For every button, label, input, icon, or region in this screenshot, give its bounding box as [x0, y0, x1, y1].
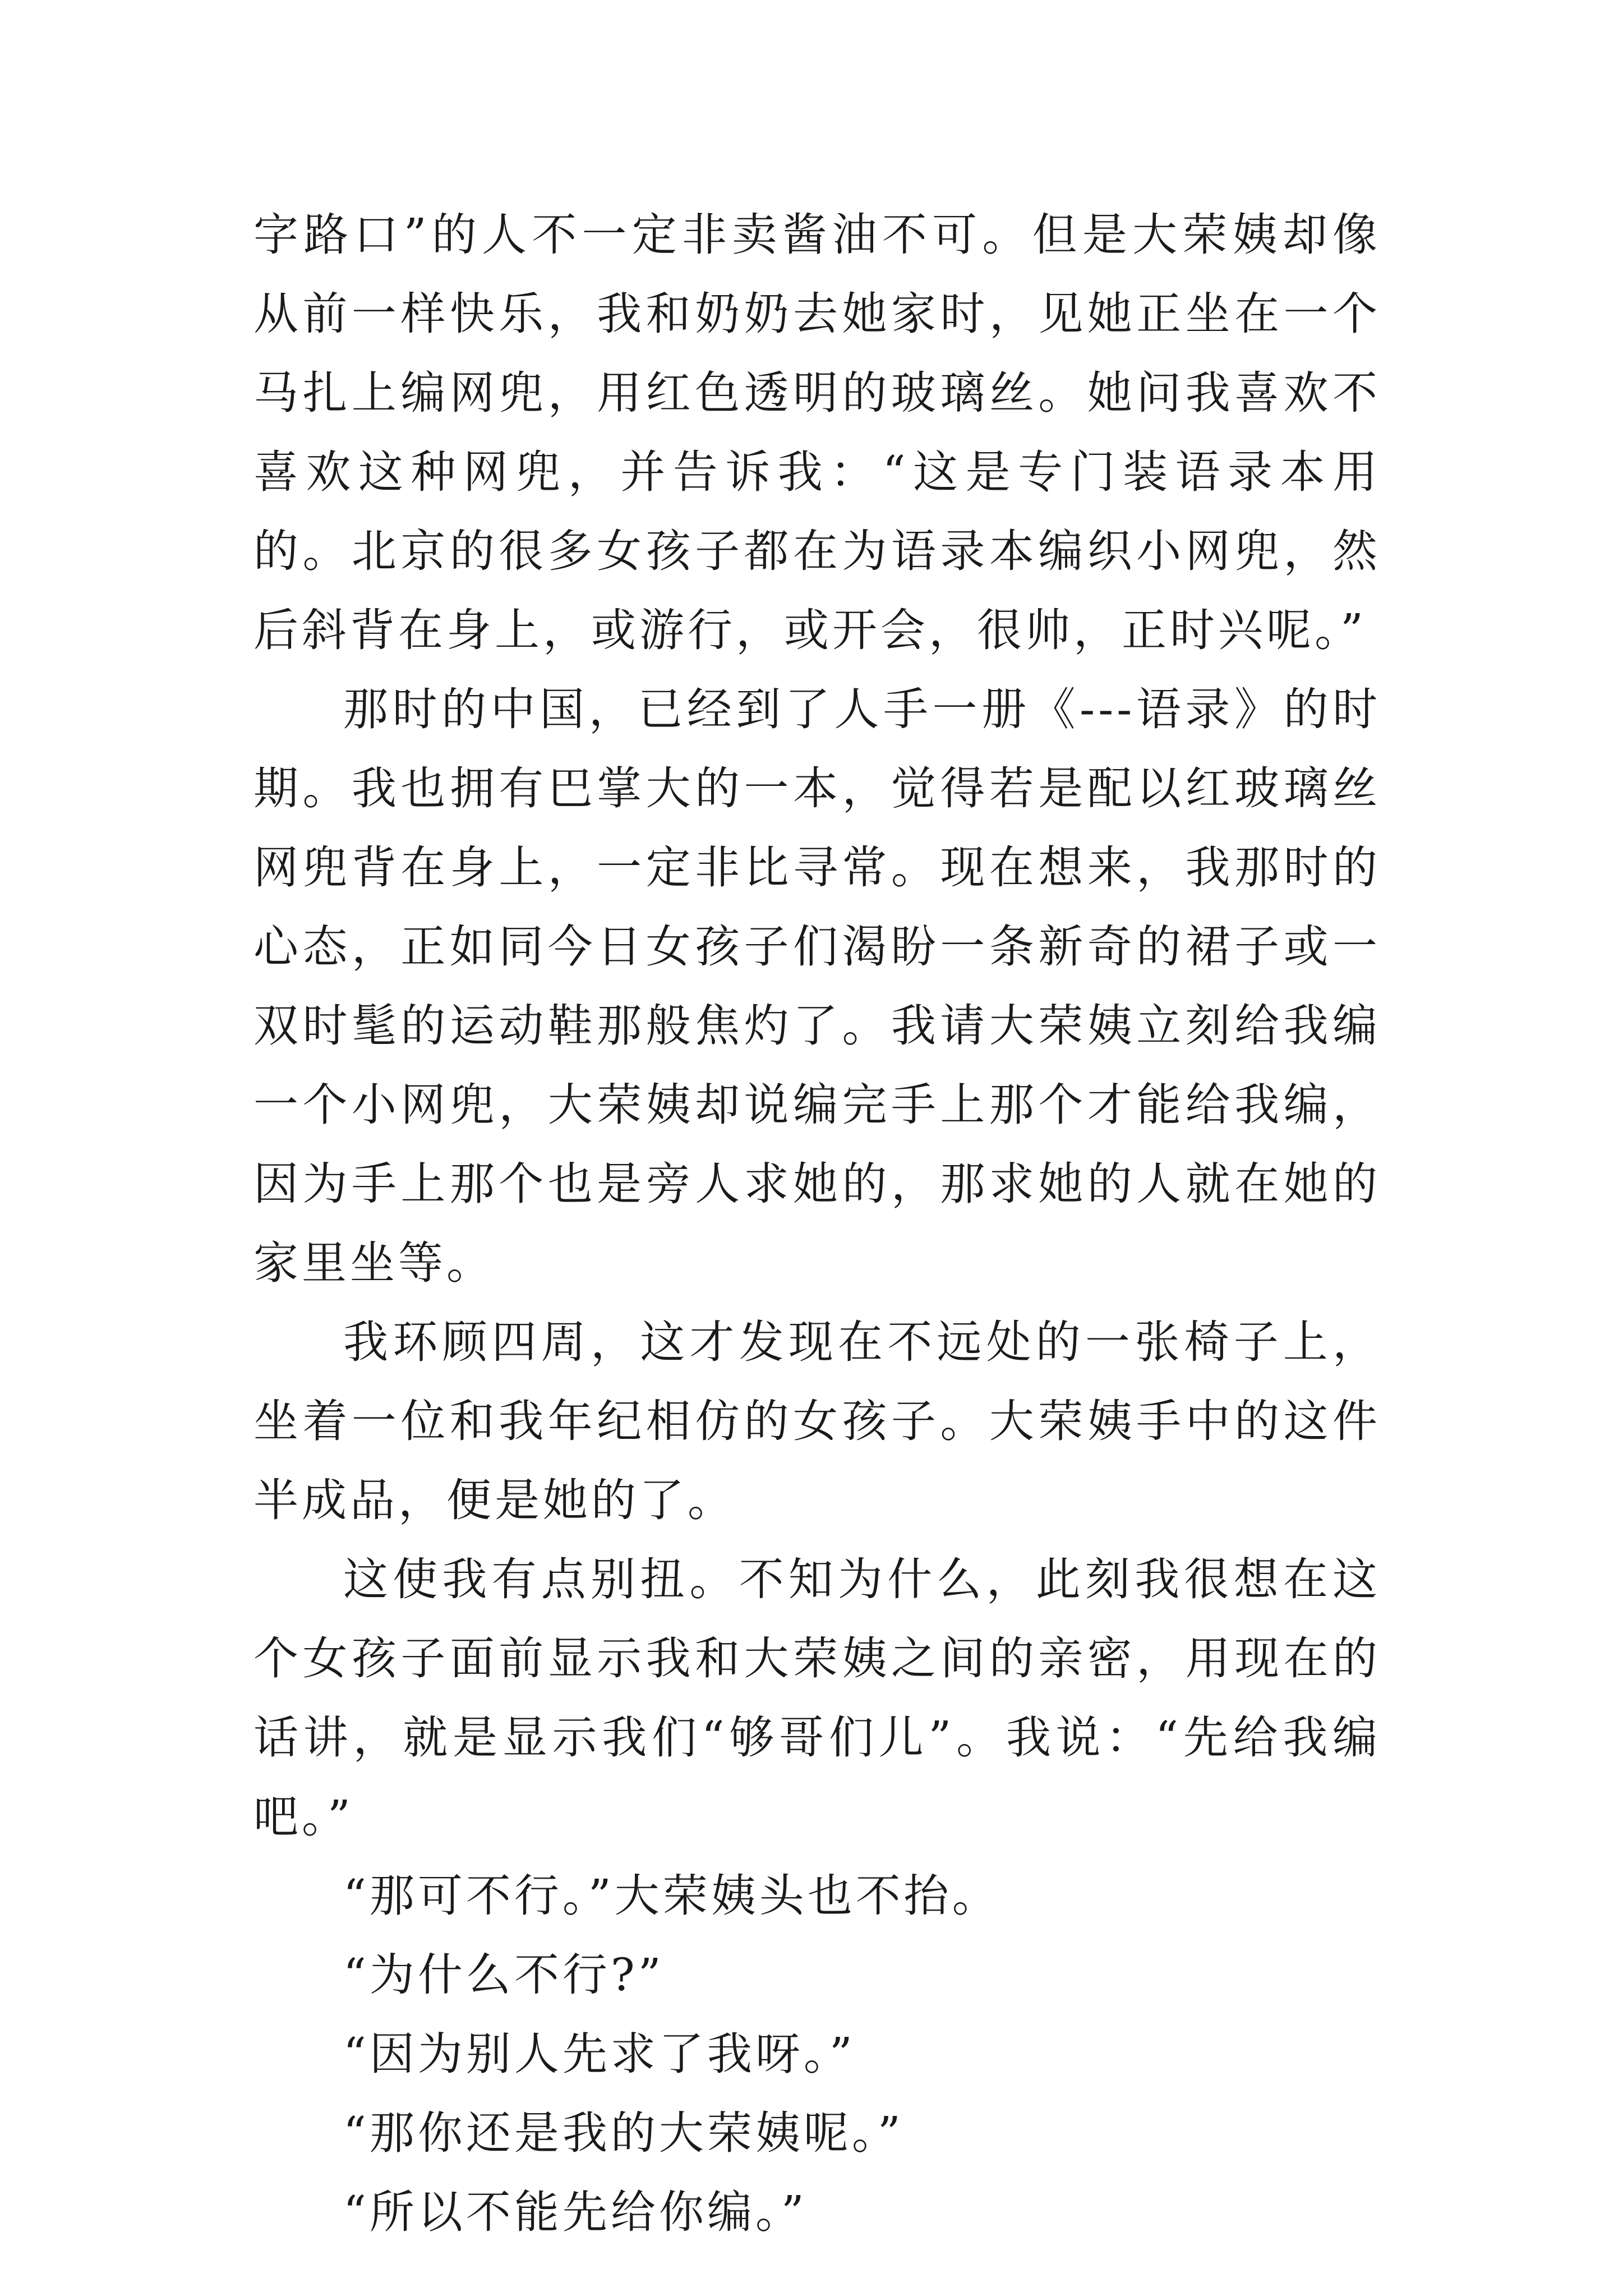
paragraph-2: 那时的中国，已经到了人手一册《---语录》的时期。我也拥有巴掌大的一本，觉得若是配以红玻璃丝网兜背在身上，一定非比寻常。现在想来，我那时的心态，正如同今日女孩子们渴盼一条新奇的裙子或一双时髦的运动鞋那般焦灼了。我请大荣姨立刻给我编一个小网兜，大荣姨却说编完手上那个才能给我编，因为手上那个也是旁人求她的，那求她的人就在她的家里坐等。 — [253, 683, 1381, 1289]
body-text — [253, 195, 1381, 2252]
dialogue-line-2: “为什么不行?” — [343, 1949, 665, 2001]
dialogue-line-4: “那你还是我的大荣姨呢。” — [343, 2107, 904, 2159]
dialogue-line-3: “因为别人先求了我呀。” — [343, 2028, 856, 2080]
dialogue-line-5: “所以不能先给你编。” — [343, 2186, 808, 2238]
dialogue-line-1: “那可不行。”大荣姨头也不抬。 — [343, 1870, 1000, 1922]
paragraph-1: 字路口”的人不一定非卖酱油不可。但是大荣姨却像从前一样快乐，我和奶奶去她家时，见她正坐在一个马扎上编网兜，用红色透明的玻璃丝。她问我喜欢不喜欢这种网兜，并告诉我：“这是专门装语录本用的。北京的很多女孩子都在为语录本编织小网兜，然后斜背在身上，或游行，或开会，很帅，正时兴呢。” — [253, 209, 1381, 656]
paragraph-4: 这使我有点别扭。不知为什么，此刻我很想在这个女孩子面前显示我和大荣姨之间的亲密，用现在的话讲，就是显示我们“够哥们儿”。我说：“先给我编吧。” — [253, 1553, 1381, 1843]
paragraph-3: 我环顾四周，这才发现在不远处的一张椅子上，坐着一位和我年纪相仿的女孩子。大荣姨手中的这件半成品，便是她的了。 — [253, 1316, 1381, 1526]
